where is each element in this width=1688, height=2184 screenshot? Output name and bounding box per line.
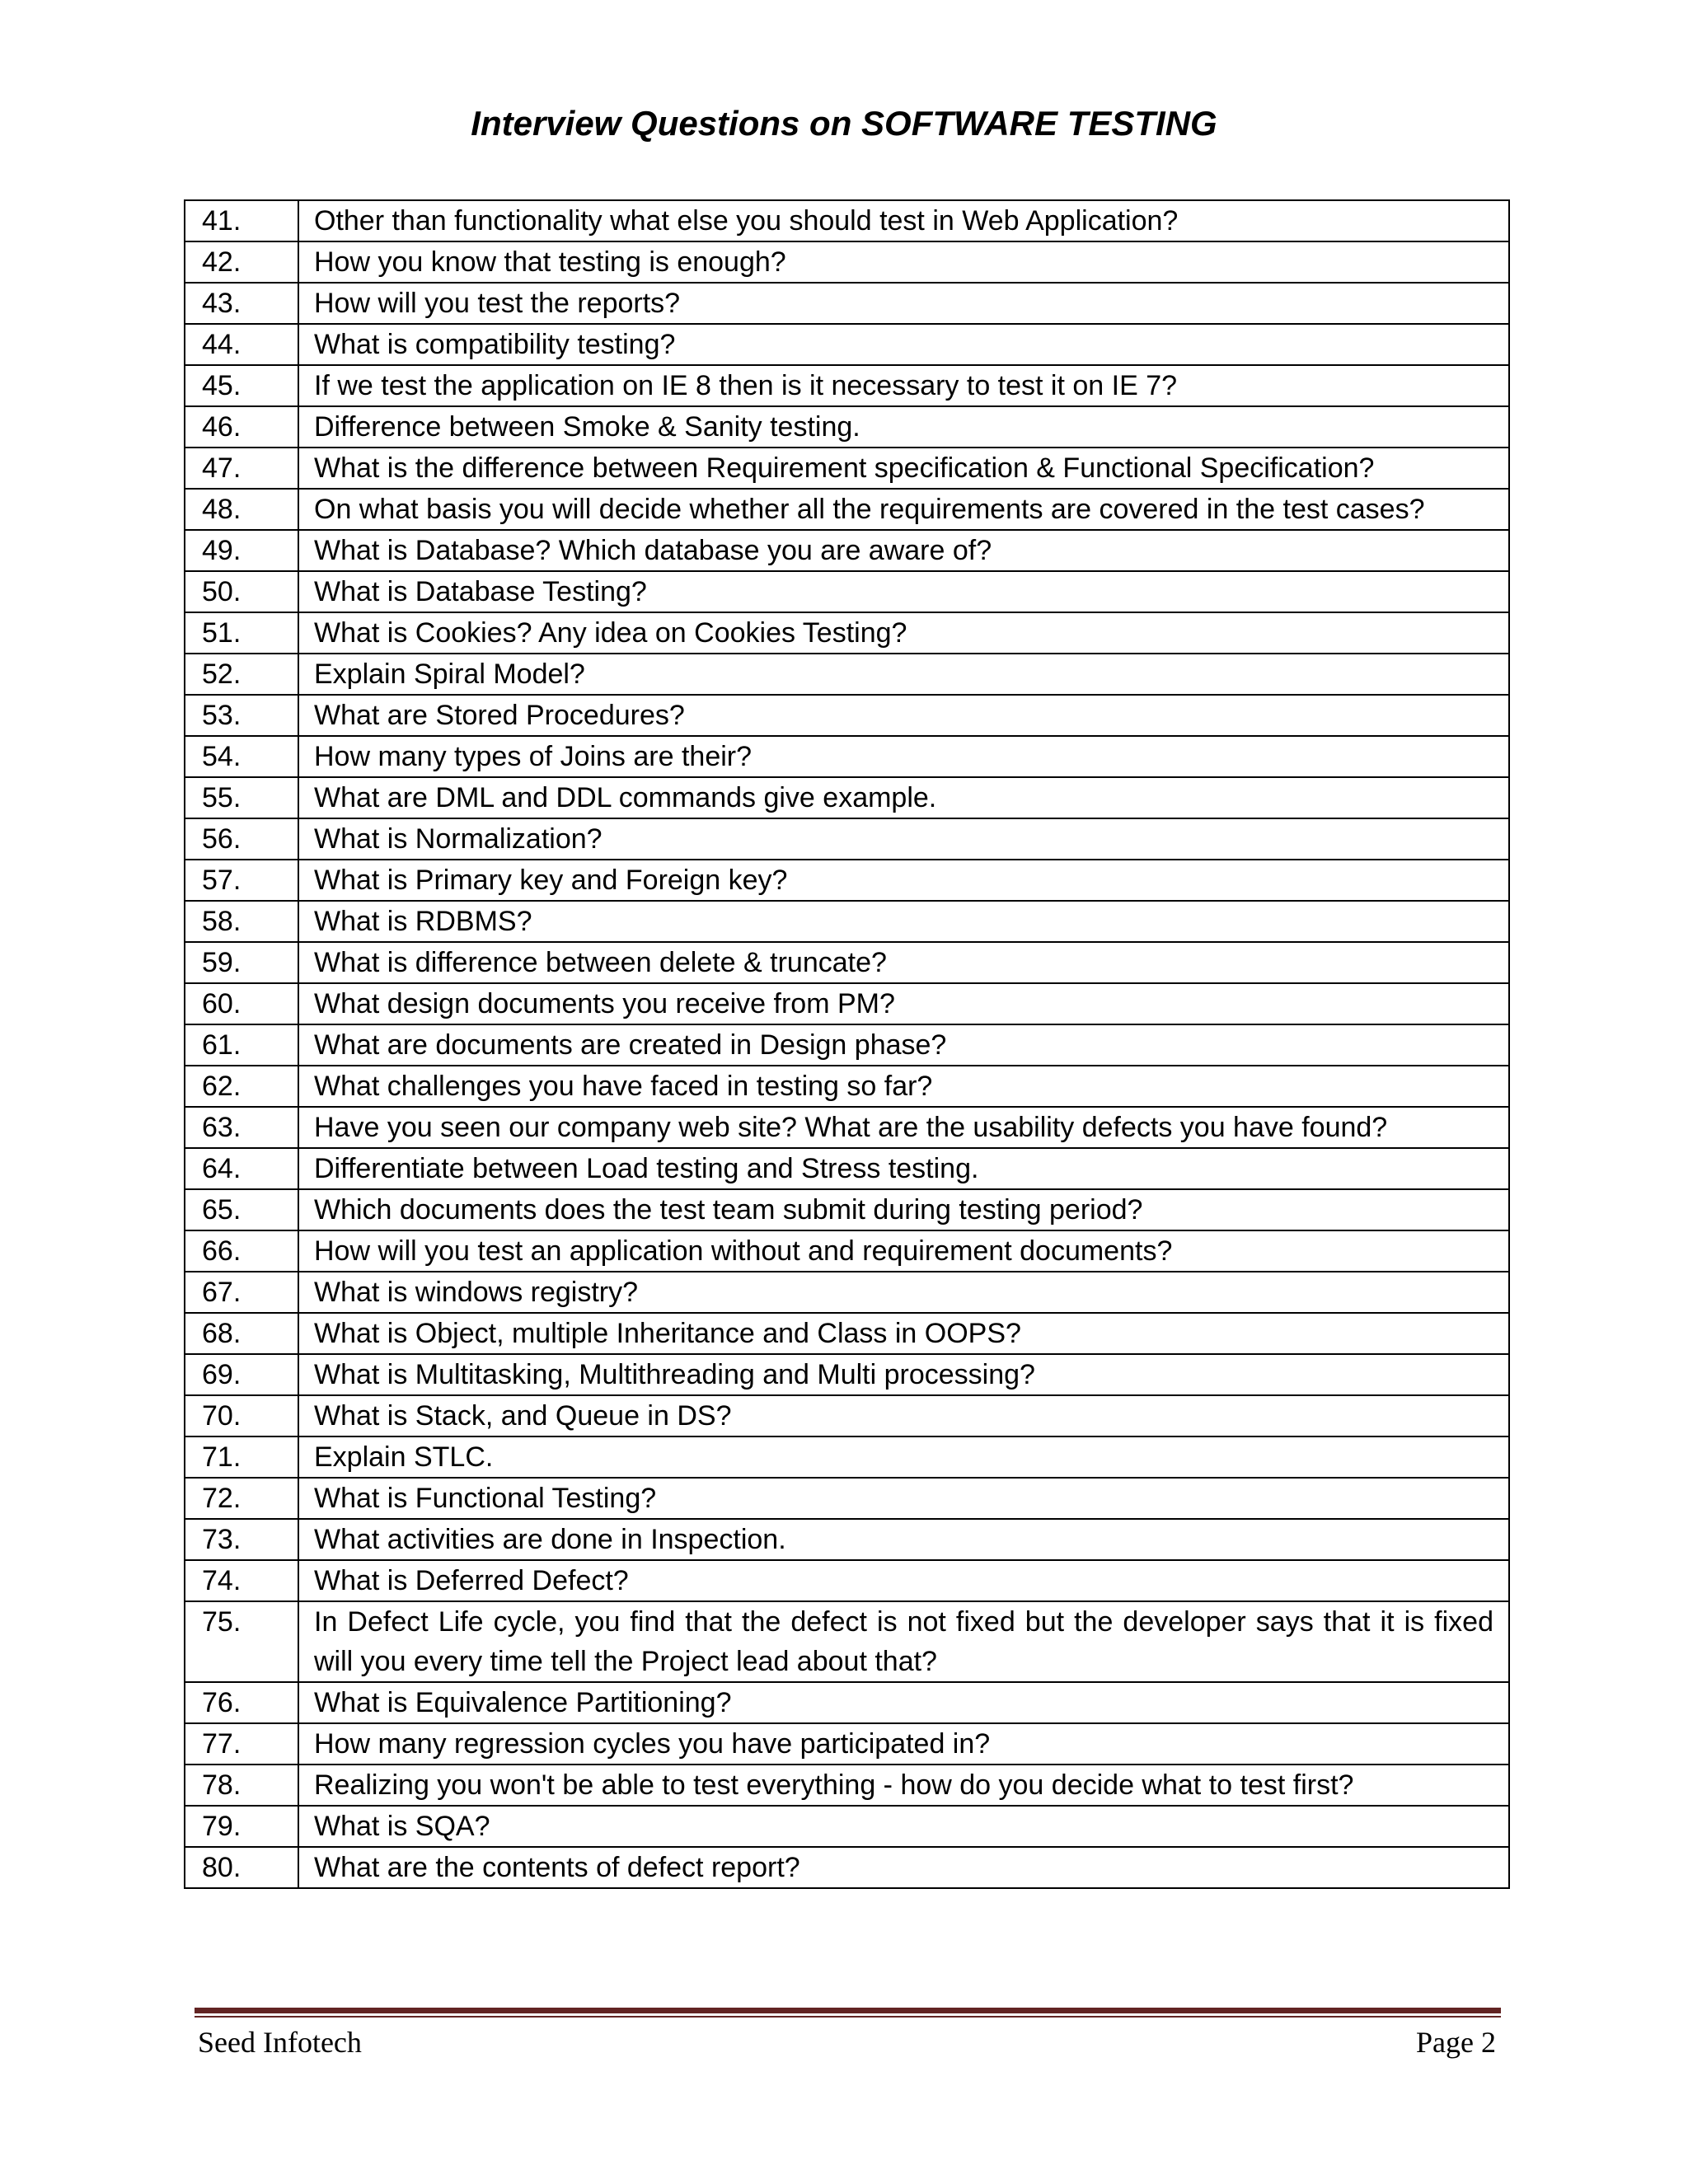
table-row [185,200,1509,241]
question-text: What is Primary key and Foreign key? [298,860,1509,901]
question-text: What are the contents of defect report? [298,1847,1509,1888]
question-text: What is Stack, and Queue in DS? [298,1395,1509,1436]
table-row [185,1107,1509,1148]
table-row [185,1148,1509,1189]
question-text: On what basis you will decide whether all the requirements are covered in the test cases? [298,489,1509,530]
question-number: 59. [185,942,298,983]
table-row [185,901,1509,942]
question-number: 47. [185,448,298,489]
table-row [185,1847,1509,1888]
question-number: 75. [185,1601,298,1682]
question-number: 66. [185,1230,298,1272]
footer-divider-thin [195,2016,1501,2018]
question-text: What is compatibility testing? [298,324,1509,365]
question-text: What is windows registry? [298,1272,1509,1313]
question-number: 77. [185,1723,298,1765]
question-number: 74. [185,1560,298,1601]
footer-divider [195,2008,1501,2013]
question-number: 46. [185,406,298,448]
table-row [185,1189,1509,1230]
footer-page-number: Page 2 [1416,2026,1496,2059]
question-number: 70. [185,1395,298,1436]
table-row [185,1519,1509,1560]
question-text: What are DML and DDL commands give example. [298,777,1509,818]
question-text: What is Database? Which database you are aware of? [298,530,1509,571]
table-row [185,695,1509,736]
question-number: 72. [185,1478,298,1519]
table-row [185,1682,1509,1723]
table-row [185,571,1509,612]
table-row [185,1723,1509,1765]
question-number: 62. [185,1066,298,1107]
question-number: 58. [185,901,298,942]
question-text: In Defect Life cycle, you find that the defect is not fixed but the developer says that it is fixed will you every time tell the Project lead about that? [298,1601,1509,1682]
table-row [185,241,1509,283]
table-row [185,860,1509,901]
question-number: 80. [185,1847,298,1888]
table-row [185,736,1509,777]
question-text: Differentiate between Load testing and Stress testing. [298,1148,1509,1189]
question-number: 60. [185,983,298,1024]
question-text: How many types of Joins are their? [298,736,1509,777]
question-text: What is Deferred Defect? [298,1560,1509,1601]
table-row [185,530,1509,571]
question-number: 44. [185,324,298,365]
question-text: What are documents are created in Design phase? [298,1024,1509,1066]
table-row [185,777,1509,818]
question-number: 57. [185,860,298,901]
table-row [185,283,1509,324]
question-text: Other than functionality what else you should test in Web Application? [298,200,1509,241]
question-number: 56. [185,818,298,860]
question-text: What is RDBMS? [298,901,1509,942]
question-text: What is SQA? [298,1806,1509,1847]
question-number: 73. [185,1519,298,1560]
question-number: 76. [185,1682,298,1723]
question-text: What is Database Testing? [298,571,1509,612]
question-text: What is Object, multiple Inheritance and Class in OOPS? [298,1313,1509,1354]
table-row [185,1066,1509,1107]
table-row [185,324,1509,365]
question-number: 65. [185,1189,298,1230]
table-row [185,1765,1509,1806]
question-number: 71. [185,1436,298,1478]
table-row [185,1806,1509,1847]
question-text: What is the difference between Requirement specification & Functional Specification? [298,448,1509,489]
question-text: What is Functional Testing? [298,1478,1509,1519]
question-number: 67. [185,1272,298,1313]
table-row [185,1436,1509,1478]
question-number: 64. [185,1148,298,1189]
question-text: Explain STLC. [298,1436,1509,1478]
questions-table [184,199,1510,1889]
question-text: What activities are done in Inspection. [298,1519,1509,1560]
question-text: What is Cookies? Any idea on Cookies Testing? [298,612,1509,654]
table-row [185,1272,1509,1313]
question-text: How will you test an application without and requirement documents? [298,1230,1509,1272]
table-row [185,1560,1509,1601]
question-number: 45. [185,365,298,406]
table-row [185,942,1509,983]
footer-company: Seed Infotech [198,2026,362,2059]
table-row [185,1313,1509,1354]
question-text: Which documents does the test team submit during testing period? [298,1189,1509,1230]
question-text: Realizing you won't be able to test everything - how do you decide what to test first? [298,1765,1509,1806]
table-row [185,1395,1509,1436]
question-number: 79. [185,1806,298,1847]
question-text: How will you test the reports? [298,283,1509,324]
question-number: 55. [185,777,298,818]
table-row [185,448,1509,489]
question-number: 51. [185,612,298,654]
question-number: 42. [185,241,298,283]
question-text: What is difference between delete & truncate? [298,942,1509,983]
question-number: 43. [185,283,298,324]
table-row [185,1478,1509,1519]
question-number: 41. [185,200,298,241]
table-row [185,654,1509,695]
table-row [185,612,1509,654]
questions-table-body [185,200,1509,1888]
question-number: 52. [185,654,298,695]
table-row [185,1230,1509,1272]
question-number: 54. [185,736,298,777]
question-text: Difference between Smoke & Sanity testing. [298,406,1509,448]
page-title: Interview Questions on SOFTWARE TESTING [471,104,1217,143]
table-row [185,489,1509,530]
question-text: If we test the application on IE 8 then is it necessary to test it on IE 7? [298,365,1509,406]
question-number: 48. [185,489,298,530]
question-text: What is Equivalence Partitioning? [298,1682,1509,1723]
question-number: 68. [185,1313,298,1354]
question-text: How many regression cycles you have participated in? [298,1723,1509,1765]
question-number: 53. [185,695,298,736]
table-row [185,1024,1509,1066]
question-text: What is Normalization? [298,818,1509,860]
question-text: What design documents you receive from PM? [298,983,1509,1024]
question-text: How you know that testing is enough? [298,241,1509,283]
question-text: What challenges you have faced in testing so far? [298,1066,1509,1107]
question-text: What are Stored Procedures? [298,695,1509,736]
question-number: 61. [185,1024,298,1066]
question-text: Have you seen our company web site? What are the usability defects you have found? [298,1107,1509,1148]
question-number: 50. [185,571,298,612]
table-row [185,406,1509,448]
table-row [185,983,1509,1024]
question-number: 78. [185,1765,298,1806]
table-row [185,365,1509,406]
question-text: What is Multitasking, Multithreading and Multi processing? [298,1354,1509,1395]
question-number: 63. [185,1107,298,1148]
table-row [185,1601,1509,1682]
question-text: Explain Spiral Model? [298,654,1509,695]
question-number: 49. [185,530,298,571]
table-row [185,818,1509,860]
question-number: 69. [185,1354,298,1395]
table-row [185,1354,1509,1395]
